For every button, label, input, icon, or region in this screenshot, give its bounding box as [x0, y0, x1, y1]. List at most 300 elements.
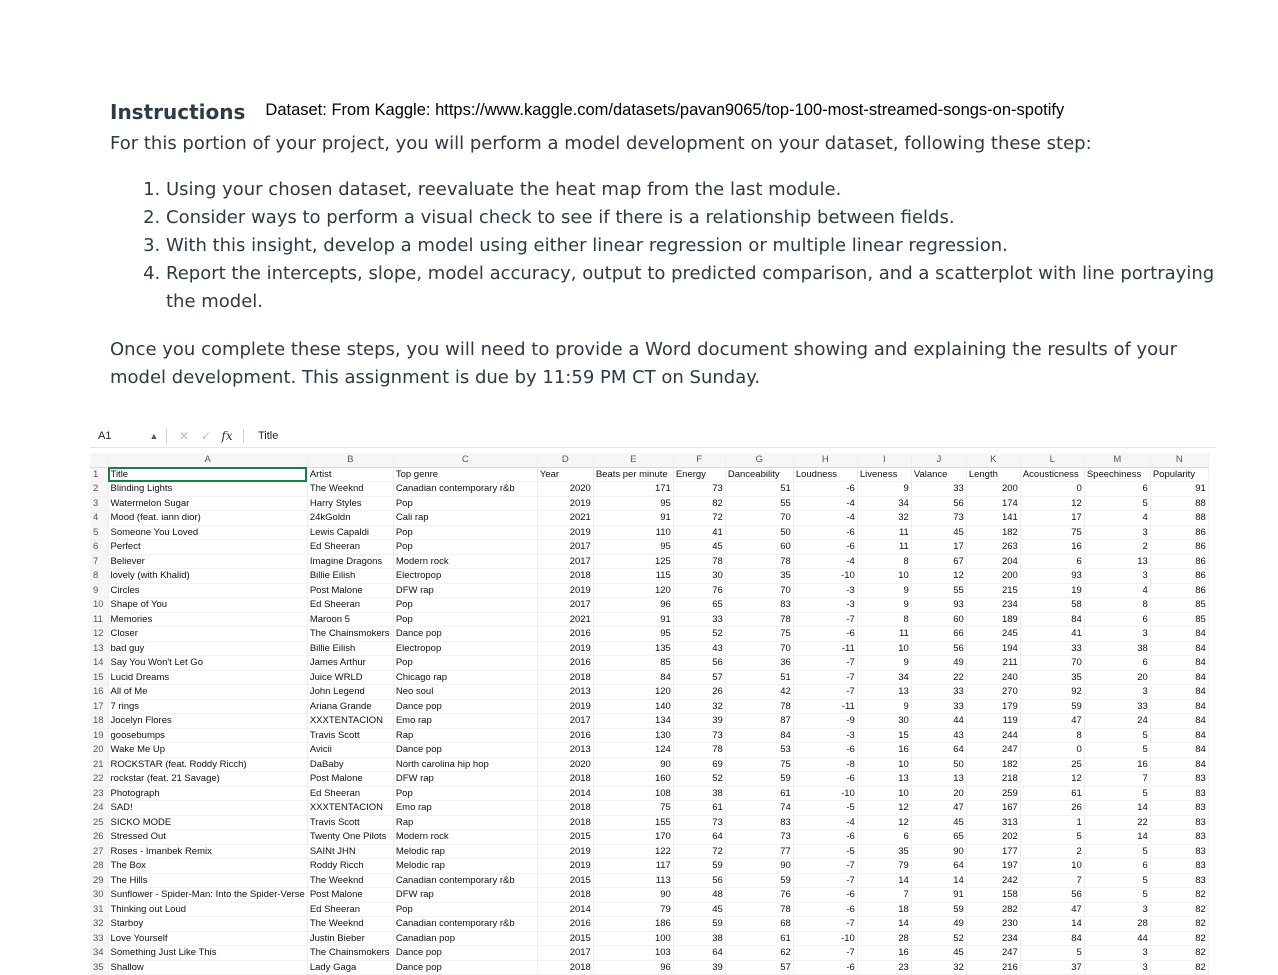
table-cell[interactable]: John Legend — [307, 685, 393, 700]
table-cell[interactable]: Juice WRLD — [307, 670, 393, 685]
table-cell[interactable]: 230 — [966, 917, 1020, 932]
column-title-cell[interactable]: Length — [966, 467, 1020, 482]
table-cell[interactable]: Canadian contemporary r&b — [393, 917, 537, 932]
row-number[interactable]: 34 — [90, 946, 108, 961]
table-cell[interactable]: 10 — [857, 757, 911, 772]
table-cell[interactable]: 2014 — [537, 902, 593, 917]
table-cell[interactable]: 2020 — [537, 482, 593, 497]
table-cell[interactable]: 14 — [1084, 801, 1150, 816]
table-cell[interactable]: 43 — [673, 641, 725, 656]
table-cell[interactable]: 44 — [1084, 931, 1150, 946]
table-cell[interactable]: 5 — [1084, 496, 1150, 511]
table-cell[interactable]: 8 — [857, 554, 911, 569]
table-cell[interactable]: 12 — [857, 815, 911, 830]
table-cell[interactable]: 82 — [1150, 917, 1208, 932]
table-cell[interactable]: 2015 — [537, 873, 593, 888]
column-title-cell[interactable]: Popularity — [1150, 467, 1208, 482]
row-number[interactable]: 9 — [90, 583, 108, 598]
table-cell[interactable]: Roddy Ricch — [307, 859, 393, 874]
table-cell[interactable]: 119 — [966, 714, 1020, 729]
table-cell[interactable]: 85 — [1150, 612, 1208, 627]
table-cell[interactable]: 78 — [725, 612, 793, 627]
table-cell[interactable]: Closer — [108, 627, 307, 642]
table-cell[interactable]: 120 — [593, 583, 673, 598]
table-cell[interactable]: 2017 — [537, 714, 593, 729]
table-cell[interactable]: 0 — [1020, 743, 1084, 758]
row-number[interactable]: 30 — [90, 888, 108, 903]
row-number[interactable]: 4 — [90, 511, 108, 526]
table-cell[interactable]: 32 — [857, 511, 911, 526]
table-cell[interactable]: James Arthur — [307, 656, 393, 671]
table-cell[interactable]: Dance pop — [393, 960, 537, 975]
table-cell[interactable]: 32 — [673, 699, 725, 714]
table-cell[interactable]: 53 — [725, 743, 793, 758]
table-cell[interactable]: 2020 — [537, 757, 593, 772]
table-cell[interactable]: 5 — [1084, 728, 1150, 743]
table-cell[interactable]: 6 — [1084, 612, 1150, 627]
table-cell[interactable]: 1 — [1020, 815, 1084, 830]
table-cell[interactable]: Chicago rap — [393, 670, 537, 685]
table-cell[interactable]: 2018 — [537, 772, 593, 787]
table-cell[interactable]: 86 — [1150, 583, 1208, 598]
table-cell[interactable]: 45 — [911, 946, 966, 961]
row-number[interactable]: 22 — [90, 772, 108, 787]
table-cell[interactable]: 234 — [966, 931, 1020, 946]
table-cell[interactable]: 64 — [911, 743, 966, 758]
name-box[interactable]: A1 — [98, 430, 112, 442]
table-cell[interactable]: The Box — [108, 859, 307, 874]
table-cell[interactable]: Ed Sheeran — [307, 786, 393, 801]
table-cell[interactable]: 90 — [725, 859, 793, 874]
table-cell[interactable]: 182 — [966, 525, 1020, 540]
row-number[interactable]: 24 — [90, 801, 108, 816]
table-cell[interactable]: DFW rap — [393, 888, 537, 903]
table-cell[interactable]: Someone You Loved — [108, 525, 307, 540]
column-header-f[interactable]: F — [673, 453, 725, 467]
table-cell[interactable]: Pop — [393, 902, 537, 917]
table-cell[interactable]: 95 — [593, 496, 673, 511]
table-cell[interactable]: 2018 — [537, 801, 593, 816]
table-cell[interactable]: 12 — [1020, 496, 1084, 511]
table-cell[interactable]: 2019 — [537, 583, 593, 598]
table-cell[interactable]: 41 — [673, 525, 725, 540]
table-cell[interactable]: 2017 — [537, 598, 593, 613]
table-cell[interactable]: 82 — [1150, 888, 1208, 903]
table-cell[interactable]: 60 — [911, 612, 966, 627]
table-cell[interactable]: Wake Me Up — [108, 743, 307, 758]
table-cell[interactable]: Watermelon Sugar — [108, 496, 307, 511]
table-cell[interactable]: -5 — [793, 801, 857, 816]
row-number[interactable]: 6 — [90, 540, 108, 555]
table-cell[interactable]: 5 — [1020, 946, 1084, 961]
table-cell[interactable]: 82 — [1150, 902, 1208, 917]
table-cell[interactable]: 84 — [1020, 612, 1084, 627]
table-cell[interactable]: 70 — [725, 583, 793, 598]
table-cell[interactable]: 79 — [857, 859, 911, 874]
table-cell[interactable]: XXXTENTACION — [307, 801, 393, 816]
table-cell[interactable]: 90 — [593, 888, 673, 903]
table-cell[interactable]: Ariana Grande — [307, 699, 393, 714]
table-cell[interactable]: 16 — [1020, 540, 1084, 555]
column-header-i[interactable]: I — [857, 453, 911, 467]
table-cell[interactable]: Canadian contemporary r&b — [393, 873, 537, 888]
table-cell[interactable]: 59 — [911, 902, 966, 917]
table-cell[interactable]: 74 — [725, 801, 793, 816]
table-cell[interactable]: rockstar (feat. 21 Savage) — [108, 772, 307, 787]
table-cell[interactable]: 56 — [911, 641, 966, 656]
table-cell[interactable]: Say You Won't Let Go — [108, 656, 307, 671]
table-cell[interactable]: 125 — [593, 554, 673, 569]
table-cell[interactable]: 96 — [593, 960, 673, 975]
table-cell[interactable]: -8 — [793, 757, 857, 772]
table-cell[interactable]: SAD! — [108, 801, 307, 816]
table-cell[interactable]: 2013 — [537, 685, 593, 700]
table-cell[interactable]: -4 — [793, 554, 857, 569]
table-cell[interactable]: 155 — [593, 815, 673, 830]
table-cell[interactable]: 134 — [593, 714, 673, 729]
table-cell[interactable]: 59 — [725, 873, 793, 888]
table-cell[interactable]: 68 — [725, 917, 793, 932]
table-cell[interactable]: 59 — [673, 917, 725, 932]
column-title-cell[interactable]: Acousticness — [1020, 467, 1084, 482]
table-cell[interactable]: 86 — [1150, 525, 1208, 540]
table-cell[interactable]: 90 — [593, 757, 673, 772]
table-cell[interactable]: 69 — [673, 757, 725, 772]
select-all-corner[interactable] — [90, 453, 108, 467]
table-cell[interactable]: 108 — [593, 786, 673, 801]
table-cell[interactable]: Lady Gaga — [307, 960, 393, 975]
table-cell[interactable]: Pop — [393, 786, 537, 801]
row-number[interactable]: 17 — [90, 699, 108, 714]
table-cell[interactable]: Cali rap — [393, 511, 537, 526]
table-cell[interactable]: 84 — [1150, 685, 1208, 700]
column-title-cell[interactable]: Liveness — [857, 467, 911, 482]
table-cell[interactable]: 158 — [966, 888, 1020, 903]
table-cell[interactable]: Ed Sheeran — [307, 598, 393, 613]
table-cell[interactable]: 5 — [1084, 873, 1150, 888]
table-cell[interactable]: 42 — [725, 685, 793, 700]
table-cell[interactable]: -3 — [793, 583, 857, 598]
table-cell[interactable]: 5 — [1084, 844, 1150, 859]
row-number[interactable]: 32 — [90, 917, 108, 932]
table-cell[interactable]: 135 — [593, 641, 673, 656]
table-cell[interactable]: 67 — [911, 554, 966, 569]
table-cell[interactable]: 259 — [966, 786, 1020, 801]
table-cell[interactable]: 2 — [1084, 540, 1150, 555]
table-cell[interactable]: 91 — [593, 511, 673, 526]
table-cell[interactable]: 87 — [725, 714, 793, 729]
table-cell[interactable]: 189 — [966, 612, 1020, 627]
table-cell[interactable]: 12 — [857, 801, 911, 816]
table-cell[interactable]: Memories — [108, 612, 307, 627]
table-cell[interactable]: 61 — [725, 786, 793, 801]
table-cell[interactable]: 88 — [1150, 496, 1208, 511]
table-cell[interactable]: 2021 — [537, 511, 593, 526]
table-cell[interactable]: Pop — [393, 612, 537, 627]
table-cell[interactable]: 83 — [1150, 801, 1208, 816]
table-cell[interactable]: 2019 — [537, 641, 593, 656]
row-number[interactable]: 18 — [90, 714, 108, 729]
table-cell[interactable]: 33 — [911, 699, 966, 714]
column-title-cell[interactable]: Valance — [911, 467, 966, 482]
row-number[interactable]: 13 — [90, 641, 108, 656]
table-cell[interactable]: 9 — [857, 656, 911, 671]
table-cell[interactable]: 33 — [673, 612, 725, 627]
column-header-k[interactable]: K — [966, 453, 1020, 467]
row-number[interactable]: 29 — [90, 873, 108, 888]
table-cell[interactable]: -6 — [793, 772, 857, 787]
table-cell[interactable]: 2017 — [537, 946, 593, 961]
table-cell[interactable]: 52 — [673, 627, 725, 642]
table-cell[interactable]: 78 — [673, 743, 725, 758]
table-cell[interactable]: 65 — [673, 598, 725, 613]
table-cell[interactable]: Modern rock — [393, 554, 537, 569]
table-cell[interactable]: -6 — [793, 902, 857, 917]
table-cell[interactable]: 61 — [673, 801, 725, 816]
table-cell[interactable]: Pop — [393, 496, 537, 511]
column-title-cell[interactable]: Danceability — [725, 467, 793, 482]
table-cell[interactable]: 2013 — [537, 743, 593, 758]
table-cell[interactable]: -6 — [793, 830, 857, 845]
table-cell[interactable]: Post Malone — [307, 583, 393, 598]
table-cell[interactable]: goosebumps — [108, 728, 307, 743]
table-cell[interactable]: 9 — [857, 699, 911, 714]
table-cell[interactable]: 18 — [857, 902, 911, 917]
table-cell[interactable]: 72 — [673, 511, 725, 526]
table-cell[interactable]: 73 — [725, 830, 793, 845]
column-header-m[interactable]: M — [1084, 453, 1150, 467]
table-cell[interactable]: -7 — [793, 859, 857, 874]
table-cell[interactable]: 85 — [1150, 598, 1208, 613]
confirm-icon[interactable]: ✓ — [200, 429, 212, 443]
table-cell[interactable]: -11 — [793, 699, 857, 714]
table-cell[interactable]: Rap — [393, 728, 537, 743]
table-cell[interactable]: 82 — [1150, 946, 1208, 961]
table-cell[interactable]: 50 — [725, 525, 793, 540]
table-cell[interactable]: 84 — [1150, 757, 1208, 772]
table-cell[interactable]: 234 — [966, 598, 1020, 613]
table-cell[interactable]: 83 — [725, 815, 793, 830]
table-cell[interactable]: 16 — [857, 743, 911, 758]
table-cell[interactable]: Pop — [393, 598, 537, 613]
table-cell[interactable]: DaBaby — [307, 757, 393, 772]
table-cell[interactable]: 83 — [1150, 772, 1208, 787]
table-cell[interactable]: -10 — [793, 569, 857, 584]
table-cell[interactable]: 86 — [1150, 554, 1208, 569]
table-cell[interactable]: Rap — [393, 815, 537, 830]
name-box-stepper-icon[interactable]: ▲ — [149, 431, 159, 441]
row-number[interactable]: 5 — [90, 525, 108, 540]
table-cell[interactable]: 240 — [966, 670, 1020, 685]
table-cell[interactable]: The Weeknd — [307, 917, 393, 932]
table-cell[interactable]: -7 — [793, 612, 857, 627]
table-cell[interactable]: 51 — [725, 482, 793, 497]
table-cell[interactable]: -7 — [793, 670, 857, 685]
table-cell[interactable]: 83 — [1150, 844, 1208, 859]
table-cell[interactable]: 2016 — [537, 917, 593, 932]
table-cell[interactable]: 200 — [966, 482, 1020, 497]
table-cell[interactable]: -6 — [793, 482, 857, 497]
table-cell[interactable]: 14 — [857, 917, 911, 932]
table-cell[interactable]: 20 — [911, 786, 966, 801]
column-title-cell[interactable]: Title — [108, 467, 307, 482]
formula-value[interactable]: Title — [258, 430, 279, 442]
row-number[interactable]: 35 — [90, 960, 108, 975]
table-cell[interactable]: 52 — [911, 931, 966, 946]
table-cell[interactable]: 2017 — [537, 540, 593, 555]
table-cell[interactable]: 14 — [1020, 917, 1084, 932]
table-cell[interactable]: 10 — [857, 641, 911, 656]
table-cell[interactable]: 167 — [966, 801, 1020, 816]
table-cell[interactable]: 83 — [1150, 873, 1208, 888]
table-cell[interactable]: 12 — [1020, 772, 1084, 787]
table-cell[interactable]: 34 — [857, 670, 911, 685]
table-cell[interactable]: 120 — [593, 685, 673, 700]
table-cell[interactable]: Canadian contemporary r&b — [393, 482, 537, 497]
table-cell[interactable]: Starboy — [108, 917, 307, 932]
table-cell[interactable]: 3 — [1084, 627, 1150, 642]
table-cell[interactable]: 45 — [911, 815, 966, 830]
table-cell[interactable]: 124 — [593, 743, 673, 758]
table-cell[interactable]: 84 — [1150, 714, 1208, 729]
table-cell[interactable]: DFW rap — [393, 583, 537, 598]
table-cell[interactable]: 160 — [593, 772, 673, 787]
row-number[interactable]: 33 — [90, 931, 108, 946]
table-cell[interactable]: 95 — [593, 540, 673, 555]
row-number[interactable]: 1 — [90, 467, 108, 482]
table-cell[interactable]: -5 — [793, 844, 857, 859]
table-cell[interactable]: 84 — [593, 670, 673, 685]
table-cell[interactable]: -6 — [793, 627, 857, 642]
table-cell[interactable]: Twenty One Pilots — [307, 830, 393, 845]
row-number[interactable]: 26 — [90, 830, 108, 845]
table-cell[interactable]: Dance pop — [393, 627, 537, 642]
table-cell[interactable]: 82 — [673, 496, 725, 511]
table-cell[interactable]: 84 — [1150, 670, 1208, 685]
table-cell[interactable]: 2019 — [537, 844, 593, 859]
table-cell[interactable]: Travis Scott — [307, 728, 393, 743]
table-cell[interactable]: 0 — [1020, 482, 1084, 497]
table-cell[interactable]: Electropop — [393, 569, 537, 584]
table-cell[interactable]: -6 — [793, 960, 857, 975]
table-cell[interactable]: Pop — [393, 656, 537, 671]
table-cell[interactable]: 84 — [1020, 931, 1084, 946]
table-cell[interactable]: 170 — [593, 830, 673, 845]
table-cell[interactable]: 59 — [725, 772, 793, 787]
table-cell[interactable]: 8 — [857, 612, 911, 627]
table-cell[interactable]: 95 — [593, 627, 673, 642]
table-cell[interactable]: 4 — [1084, 511, 1150, 526]
table-cell[interactable]: 20 — [1084, 670, 1150, 685]
table-cell[interactable]: 33 — [911, 482, 966, 497]
table-cell[interactable]: 73 — [673, 482, 725, 497]
table-cell[interactable]: 79 — [593, 902, 673, 917]
column-title-cell[interactable]: Speechiness — [1084, 467, 1150, 482]
table-cell[interactable]: 141 — [966, 511, 1020, 526]
table-cell[interactable]: Believer — [108, 554, 307, 569]
table-cell[interactable]: 32 — [911, 960, 966, 975]
table-cell[interactable]: 6 — [857, 830, 911, 845]
column-title-cell[interactable]: Loudness — [793, 467, 857, 482]
row-number[interactable]: 15 — [90, 670, 108, 685]
table-cell[interactable]: Ed Sheeran — [307, 902, 393, 917]
table-cell[interactable]: 5 — [1084, 786, 1150, 801]
table-cell[interactable]: 45 — [673, 540, 725, 555]
table-cell[interactable]: 117 — [593, 859, 673, 874]
table-cell[interactable]: Lucid Dreams — [108, 670, 307, 685]
table-cell[interactable]: Avicii — [307, 743, 393, 758]
table-cell[interactable]: 73 — [911, 511, 966, 526]
table-cell[interactable]: 45 — [673, 902, 725, 917]
table-cell[interactable]: -7 — [793, 656, 857, 671]
table-cell[interactable]: 84 — [1150, 641, 1208, 656]
table-cell[interactable]: 56 — [673, 873, 725, 888]
table-cell[interactable]: -6 — [793, 525, 857, 540]
table-cell[interactable]: 174 — [966, 496, 1020, 511]
row-number[interactable]: 31 — [90, 902, 108, 917]
table-cell[interactable]: Imagine Dragons — [307, 554, 393, 569]
row-number[interactable]: 16 — [90, 685, 108, 700]
table-cell[interactable]: -3 — [793, 598, 857, 613]
row-number[interactable]: 23 — [90, 786, 108, 801]
table-cell[interactable]: 2014 — [537, 786, 593, 801]
table-cell[interactable]: 77 — [725, 844, 793, 859]
table-cell[interactable]: 41 — [1020, 627, 1084, 642]
table-cell[interactable]: 84 — [1150, 728, 1208, 743]
table-cell[interactable]: 51 — [725, 670, 793, 685]
row-number[interactable]: 3 — [90, 496, 108, 511]
table-cell[interactable]: 13 — [1084, 554, 1150, 569]
table-cell[interactable]: SAINt JHN — [307, 844, 393, 859]
table-cell[interactable]: 313 — [966, 815, 1020, 830]
row-number[interactable]: 2 — [90, 482, 108, 497]
table-cell[interactable]: 17 — [911, 540, 966, 555]
table-cell[interactable]: 86 — [1150, 569, 1208, 584]
table-cell[interactable]: 7 — [1084, 772, 1150, 787]
table-cell[interactable]: 10 — [1020, 859, 1084, 874]
table-cell[interactable]: 73 — [673, 728, 725, 743]
table-cell[interactable]: 215 — [966, 583, 1020, 598]
column-title-cell[interactable]: Beats per minute — [593, 467, 673, 482]
table-cell[interactable]: The Hills — [108, 873, 307, 888]
column-header-g[interactable]: G — [725, 453, 793, 467]
table-cell[interactable]: Mood (feat. iann dior) — [108, 511, 307, 526]
table-cell[interactable]: XXXTENTACION — [307, 714, 393, 729]
table-cell[interactable]: 66 — [911, 627, 966, 642]
table-cell[interactable]: 83 — [1150, 830, 1208, 845]
table-cell[interactable]: 194 — [966, 641, 1020, 656]
table-cell[interactable]: 242 — [966, 873, 1020, 888]
table-cell[interactable]: 84 — [725, 728, 793, 743]
row-number[interactable]: 10 — [90, 598, 108, 613]
table-cell[interactable]: 34 — [857, 496, 911, 511]
table-cell[interactable]: 182 — [966, 757, 1020, 772]
table-cell[interactable]: 93 — [1020, 569, 1084, 584]
table-cell[interactable]: 2018 — [537, 670, 593, 685]
table-cell[interactable]: 50 — [911, 757, 966, 772]
table-cell[interactable]: 4 — [1084, 583, 1150, 598]
table-cell[interactable]: 16 — [857, 946, 911, 961]
table-cell[interactable]: 83 — [1150, 815, 1208, 830]
table-cell[interactable]: 33 — [1084, 699, 1150, 714]
table-cell[interactable]: 171 — [593, 482, 673, 497]
table-cell[interactable]: 282 — [966, 902, 1020, 917]
table-cell[interactable]: 244 — [966, 728, 1020, 743]
table-cell[interactable]: 177 — [966, 844, 1020, 859]
table-cell[interactable]: 204 — [966, 554, 1020, 569]
column-title-cell[interactable]: Year — [537, 467, 593, 482]
table-cell[interactable]: bad guy — [108, 641, 307, 656]
